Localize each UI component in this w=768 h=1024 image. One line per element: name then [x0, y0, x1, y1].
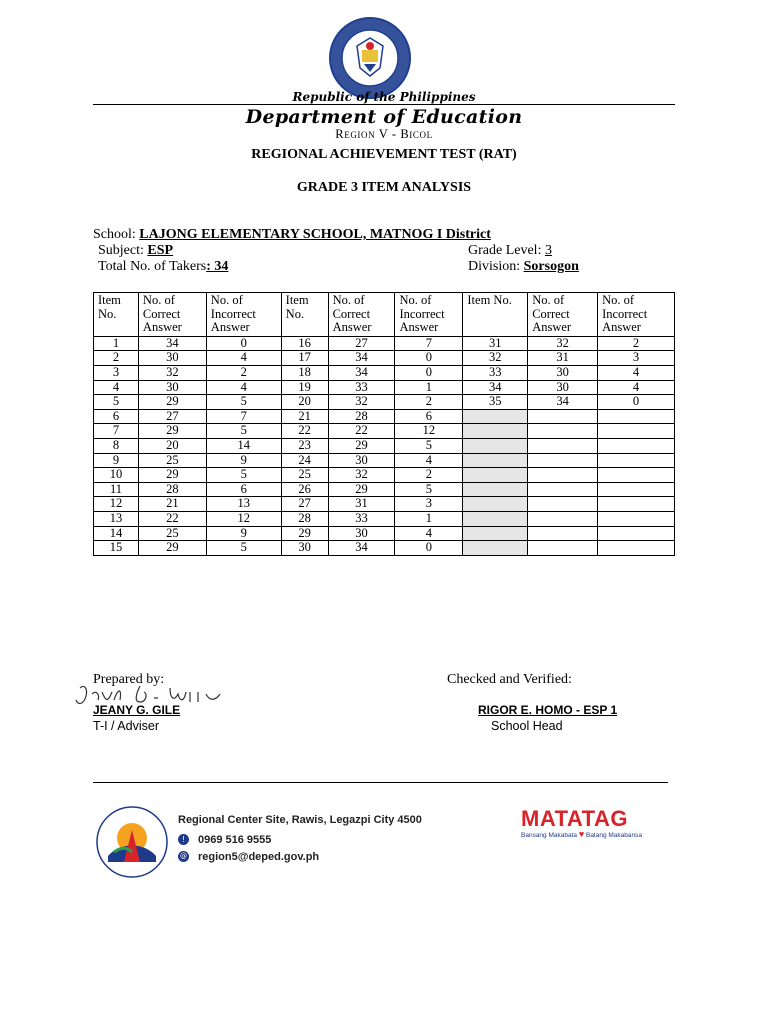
table-cell: 2: [598, 336, 675, 351]
table-cell: 12: [206, 511, 281, 526]
table-cell: [598, 511, 675, 526]
table-row: [94, 395, 675, 410]
table-cell: 26: [281, 482, 328, 497]
takers-line: [98, 259, 228, 275]
table-cell: 27: [328, 336, 395, 351]
table-row: [94, 497, 675, 512]
table-cell: [463, 453, 528, 468]
table-row: [94, 336, 675, 351]
table-cell: 4: [94, 380, 139, 395]
table-cell: 8: [94, 438, 139, 453]
table-cell: 28: [281, 511, 328, 526]
table-cell: 30: [138, 380, 206, 395]
column-header: No. of Correct Answer: [528, 293, 598, 337]
table-cell: 30: [328, 526, 395, 541]
table-row: [94, 351, 675, 366]
table-cell: 25: [138, 526, 206, 541]
grade-label: Grade Level:: [468, 243, 542, 258]
table-cell: [463, 438, 528, 453]
footer-divider: [93, 782, 668, 783]
republic-label: Republic of the Philippines: [292, 90, 476, 104]
table-cell: 29: [328, 438, 395, 453]
division-value: Sorsogon: [523, 259, 579, 274]
table-cell: 23: [281, 438, 328, 453]
table-cell: 6: [395, 409, 463, 424]
table-cell: [463, 468, 528, 483]
table-cell: [463, 409, 528, 424]
table-cell: [528, 497, 598, 512]
table-cell: 32: [528, 336, 598, 351]
table-cell: 22: [328, 424, 395, 439]
table-cell: [528, 511, 598, 526]
table-cell: [463, 526, 528, 541]
column-header: Item No.: [463, 293, 528, 337]
table-cell: 29: [138, 395, 206, 410]
table-row: [94, 365, 675, 380]
prepared-role: T-I / Adviser: [93, 719, 159, 733]
item-analysis-table: [93, 292, 675, 556]
deped-seal-logo: [328, 16, 412, 100]
table-cell: 32: [328, 395, 395, 410]
table-cell: 0: [395, 365, 463, 380]
table-cell: 29: [281, 526, 328, 541]
checked-label: Checked and Verified:: [447, 672, 572, 687]
table-cell: 22: [281, 424, 328, 439]
table-cell: 30: [138, 351, 206, 366]
division-label: Division:: [468, 259, 521, 274]
table-cell: 4: [598, 380, 675, 395]
table-cell: 20: [138, 438, 206, 453]
table-cell: 5: [206, 468, 281, 483]
table-cell: 7: [94, 424, 139, 439]
table-cell: 10: [94, 468, 139, 483]
table-cell: 7: [395, 336, 463, 351]
subject-value: ESP: [147, 243, 174, 258]
table-cell: 5: [206, 424, 281, 439]
column-header: No. of Correct Answer: [138, 293, 206, 337]
table-cell: 9: [94, 453, 139, 468]
table-cell: 22: [138, 511, 206, 526]
table-cell: 20: [281, 395, 328, 410]
footer-email: region5@deped.gov.ph: [198, 851, 320, 863]
header-divider: [93, 104, 675, 105]
table-cell: 7: [206, 409, 281, 424]
school-value: LAJONG ELEMENTARY SCHOOL, MATNOG I District: [139, 227, 491, 242]
table-cell: 2: [395, 395, 463, 410]
table-cell: 4: [395, 453, 463, 468]
table-cell: 29: [138, 468, 206, 483]
school-label: School:: [93, 227, 136, 242]
grade-line: [468, 243, 552, 259]
table-cell: 17: [281, 351, 328, 366]
table-cell: [528, 409, 598, 424]
table-row: [94, 380, 675, 395]
table-cell: 28: [138, 482, 206, 497]
table-cell: 25: [138, 453, 206, 468]
table-cell: 9: [206, 526, 281, 541]
table-cell: 12: [395, 424, 463, 439]
table-body: [94, 336, 675, 555]
matatag-tagline: [521, 829, 642, 839]
table-cell: 5: [395, 482, 463, 497]
checked-name: RIGOR E. HOMO - ESP 1: [478, 703, 618, 717]
table-cell: 32: [328, 468, 395, 483]
table-row: [94, 438, 675, 453]
table-cell: 4: [395, 526, 463, 541]
table-cell: 13: [206, 497, 281, 512]
table-cell: [528, 468, 598, 483]
table-cell: 14: [94, 526, 139, 541]
table-cell: 30: [328, 453, 395, 468]
table-cell: 1: [395, 511, 463, 526]
matatag-tagline-2: Batang Makabansa: [585, 832, 642, 839]
column-header: No. of Incorrect Answer: [395, 293, 463, 337]
table-cell: [463, 482, 528, 497]
table-row: [94, 526, 675, 541]
table-cell: 30: [281, 541, 328, 556]
table-cell: [528, 424, 598, 439]
table-cell: 31: [528, 351, 598, 366]
table-row: [94, 424, 675, 439]
table-cell: [463, 541, 528, 556]
table-cell: [598, 438, 675, 453]
table-row: [94, 511, 675, 526]
table-cell: 21: [281, 409, 328, 424]
table-cell: [463, 511, 528, 526]
table-cell: [598, 526, 675, 541]
table-cell: [528, 526, 598, 541]
table-cell: 5: [206, 541, 281, 556]
table-cell: [528, 453, 598, 468]
table-cell: 15: [94, 541, 139, 556]
footer-address: Regional Center Site, Rawis, Legazpi City 4500: [178, 814, 422, 826]
table-cell: [528, 482, 598, 497]
table-cell: 31: [328, 497, 395, 512]
department-title: Department of Education: [245, 106, 523, 128]
table-cell: 12: [94, 497, 139, 512]
table-cell: 5: [206, 395, 281, 410]
table-cell: [598, 453, 675, 468]
table-cell: 4: [206, 380, 281, 395]
table-cell: 0: [598, 395, 675, 410]
table-cell: 16: [281, 336, 328, 351]
heart-icon: ♥: [578, 829, 585, 839]
table-cell: 3: [598, 351, 675, 366]
table-cell: 27: [281, 497, 328, 512]
column-header: Item No.: [281, 293, 328, 337]
takers-label: Total No. of Takers: [98, 259, 207, 274]
table-cell: [598, 409, 675, 424]
table-cell: 33: [328, 511, 395, 526]
table-cell: 34: [528, 395, 598, 410]
table-cell: 30: [528, 365, 598, 380]
table-cell: 33: [328, 380, 395, 395]
table-cell: [598, 497, 675, 512]
matatag-logo: MATATAG: [521, 806, 628, 831]
table-cell: 29: [138, 541, 206, 556]
table-cell: 3: [395, 497, 463, 512]
table-cell: 2: [94, 351, 139, 366]
table-cell: 5: [94, 395, 139, 410]
grade-value: 3: [544, 243, 552, 258]
region-bicol-logo: [94, 804, 170, 880]
matatag-tagline-1: Bansang Makabata: [521, 832, 578, 839]
table-cell: 34: [463, 380, 528, 395]
table-cell: 34: [138, 336, 206, 351]
table-cell: [598, 541, 675, 556]
table-row: [94, 482, 675, 497]
subject-line: [98, 243, 173, 259]
table-cell: 21: [138, 497, 206, 512]
table-cell: [528, 541, 598, 556]
table-row: [94, 468, 675, 483]
table-cell: 2: [206, 365, 281, 380]
column-header: No. of Incorrect Answer: [598, 293, 675, 337]
table-cell: 18: [281, 365, 328, 380]
table-cell: 28: [328, 409, 395, 424]
table-cell: 9: [206, 453, 281, 468]
table-row: [94, 541, 675, 556]
prepared-label: Prepared by:: [93, 672, 165, 687]
table-cell: 0: [395, 351, 463, 366]
table-cell: 25: [281, 468, 328, 483]
table-header-row: [94, 293, 675, 337]
prepared-name: JEANY G. GILE: [93, 703, 181, 717]
table-cell: 29: [138, 424, 206, 439]
school-line: [93, 227, 491, 243]
email-icon: @: [180, 852, 187, 860]
table-cell: 2: [395, 468, 463, 483]
table-cell: 34: [328, 351, 395, 366]
table-cell: [463, 497, 528, 512]
table-cell: 24: [281, 453, 328, 468]
table-cell: [598, 424, 675, 439]
division-line: [468, 259, 579, 275]
table-cell: 30: [528, 380, 598, 395]
table-cell: 0: [206, 336, 281, 351]
table-cell: 11: [94, 482, 139, 497]
region-label: Region V - Bicol: [335, 127, 433, 141]
test-title: REGIONAL ACHIEVEMENT TEST (RAT): [251, 147, 517, 162]
table-cell: 6: [94, 409, 139, 424]
table-row: [94, 453, 675, 468]
table-cell: 0: [395, 541, 463, 556]
table-cell: 31: [463, 336, 528, 351]
column-header: No. of Correct Answer: [328, 293, 395, 337]
table-cell: 19: [281, 380, 328, 395]
table-cell: 4: [206, 351, 281, 366]
table-cell: 1: [395, 380, 463, 395]
table-cell: 35: [463, 395, 528, 410]
column-header: No. of Incorrect Answer: [206, 293, 281, 337]
table-cell: 13: [94, 511, 139, 526]
table-cell: 34: [328, 365, 395, 380]
table-cell: 32: [138, 365, 206, 380]
table-cell: 27: [138, 409, 206, 424]
table-cell: 5: [395, 438, 463, 453]
table-cell: 32: [463, 351, 528, 366]
analysis-title: GRADE 3 ITEM ANALYSIS: [296, 180, 472, 195]
table-cell: [598, 468, 675, 483]
subject-label: Subject:: [98, 243, 144, 258]
table-cell: 14: [206, 438, 281, 453]
table-cell: 4: [598, 365, 675, 380]
table-cell: 3: [94, 365, 139, 380]
table-cell: [598, 482, 675, 497]
table-row: [94, 409, 675, 424]
table-cell: 6: [206, 482, 281, 497]
checked-role: School Head: [491, 719, 563, 733]
footer-phone: 0969 516 9555: [198, 834, 272, 846]
phone-icon: !: [178, 834, 189, 845]
takers-value: : 34: [206, 259, 229, 274]
column-header: Item No.: [94, 293, 139, 337]
table-cell: 29: [328, 482, 395, 497]
table-cell: 1: [94, 336, 139, 351]
table-cell: 34: [328, 541, 395, 556]
table-cell: [463, 424, 528, 439]
table-cell: [528, 438, 598, 453]
table-cell: 33: [463, 365, 528, 380]
